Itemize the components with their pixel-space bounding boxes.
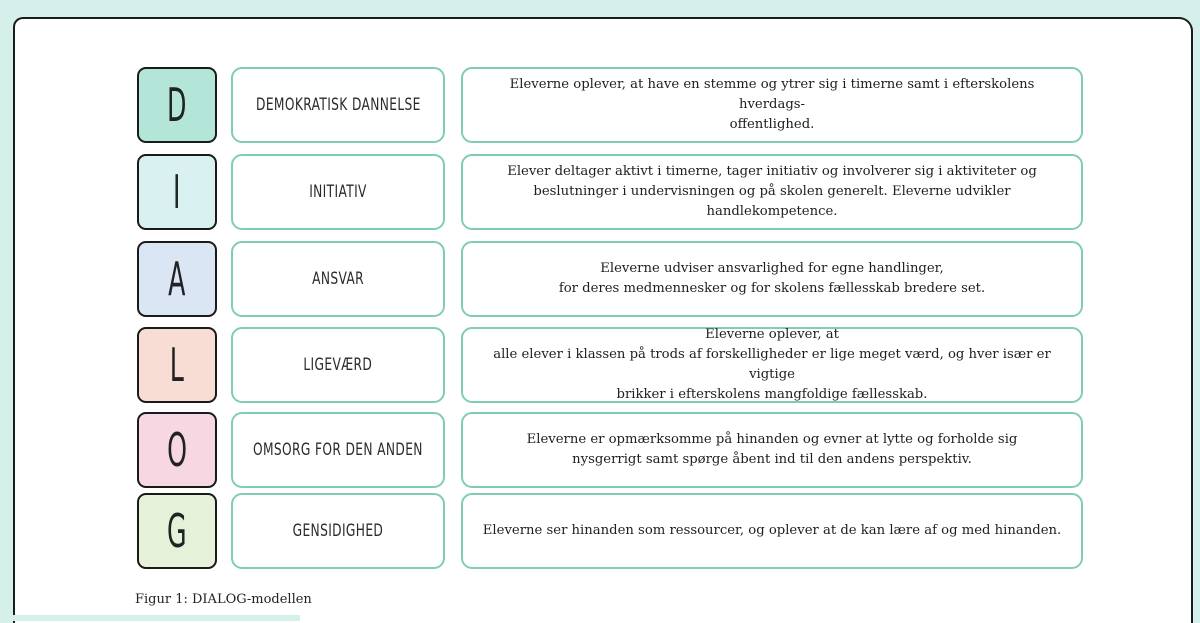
description-box-i [461,154,1083,230]
letter-i: I [173,165,181,219]
letter-box-a [137,241,217,317]
concept-label: OMSORG FOR DEN ANDEN [253,440,423,460]
letter-box-o [137,412,217,488]
letter-g: G [167,504,187,558]
description-text: Eleverne udviser ansvarlighed for egne handlinger, for deres medmennesker og for skolens fællesskab bredere set. [558,261,986,296]
description-text: Eleverne oplever, at have en stemme og ytrer sig i timerne samt i efterskolens hverdags- offentlighed. [509,77,1035,132]
concept-box-omsorg-for-den-anden [231,412,445,488]
concept-box-initiativ [231,154,445,230]
description-text: Elever deltager aktivt i timerne, tager initiativ og involverer sig i aktiviteter og beslutninger i undervisningen og på skolen generelt. Eleverne udvikler handlekompetence. [507,164,1037,219]
description-box-o [461,412,1083,488]
description-text: Eleverne er opmærksomme på hinanden og evner at lytte og forholde sig nysgerrigt samt spørge åbent ind til den andens perspektiv. [526,432,1018,467]
figure-card [13,17,1193,623]
letter-box-d [137,67,217,143]
description-box-a [461,241,1083,317]
concept-label: GENSIDIGHED [292,521,384,541]
description-box-g [461,493,1083,569]
description-box-l [461,327,1083,403]
concept-box-ligevaerd [231,327,445,403]
background-strip [0,615,300,621]
concept-label: DEMOKRATISK DANNELSE [255,95,421,115]
figure-caption: Figur 1: DIALOG-modellen [135,592,312,607]
letter-box-l [137,327,217,403]
description-text: Eleverne ser hinanden som ressourcer, og oplever at de kan lære af og med hinanden. [482,523,1062,538]
concept-box-ansvar [231,241,445,317]
description-box-d [461,67,1083,143]
letter-box-g [137,493,217,569]
letter-o: O [167,423,187,477]
description-text: Eleverne oplever, at alle elever i klassen på trods af forskelligheder er lige meget værd, og hver især er vigtige brikker i efterskolens mangfoldige fællesskab. [493,327,1051,402]
concept-label: ANSVAR [312,269,364,289]
concept-box-demokratisk-dannelse [231,67,445,143]
letter-d: D [167,78,187,132]
concept-box-gensidighed [231,493,445,569]
letter-a: A [168,252,186,306]
letter-box-i [137,154,217,230]
letter-l: L [169,338,185,392]
concept-label: INITIATIV [309,182,367,202]
concept-label: LIGEVÆRD [303,355,373,375]
